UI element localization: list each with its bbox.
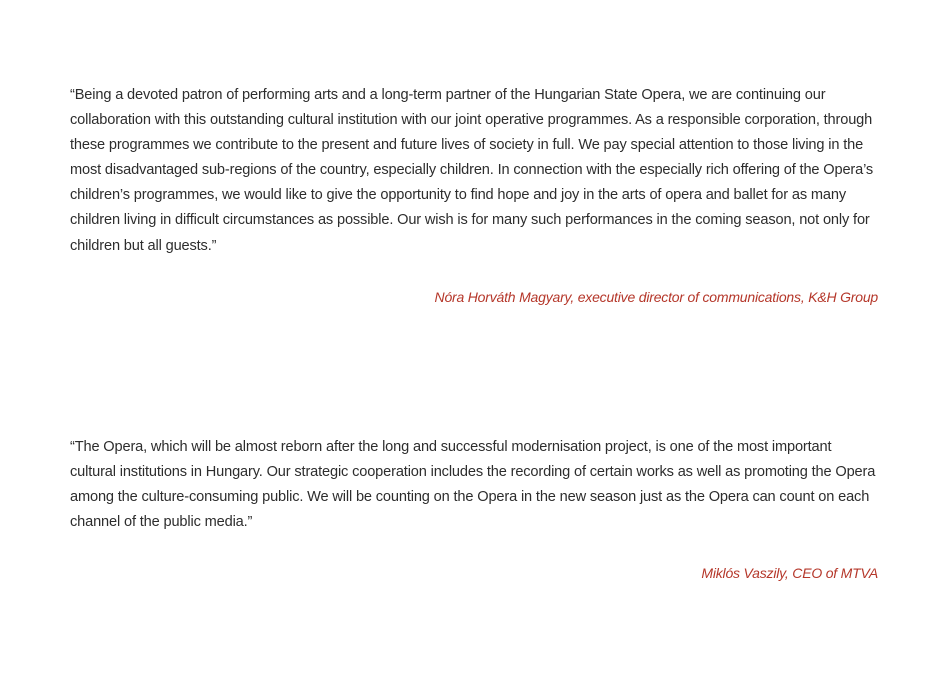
quote-attribution: Nóra Horváth Magyary, executive director of communications, K&H Group — [434, 289, 878, 305]
quote-text: “Being a devoted patron of performing arts and a long-term partner of the Hungarian State Opera, we are continuing our collaboration with this outstanding cultural institution with our joint operative programmes. As a responsible corporation, through these programmes we contribute to the present and future lives of society in full. We pay special attention to those living in the most disadvantaged sub-regions of the country, especially children. In connection with the especially rich offering of the Opera’s children’s programmes, we would like to give the opportunity to find hope and joy in the arts of opera and ballet for as many children living in difficult circumstances as possible. Our wish is for many such performances in the coming season, not only for children but all guests.” — [70, 87, 874, 254]
quote-attribution: Miklós Vaszily, CEO of MTVA — [701, 565, 878, 581]
quote-block-kh — [70, 83, 878, 259]
quote-block-mtva — [70, 435, 878, 535]
quote-text: “The Opera, which will be almost reborn after the long and successful modernisation project, is one of the most important cultural institutions in Hungary. Our strategic cooperation includes the recording of certain works as well as promoting the Opera among the culture-consuming public. We will be counting on the Opera in the new season just as the Opera can count on each channel of the public media.” — [70, 439, 876, 531]
